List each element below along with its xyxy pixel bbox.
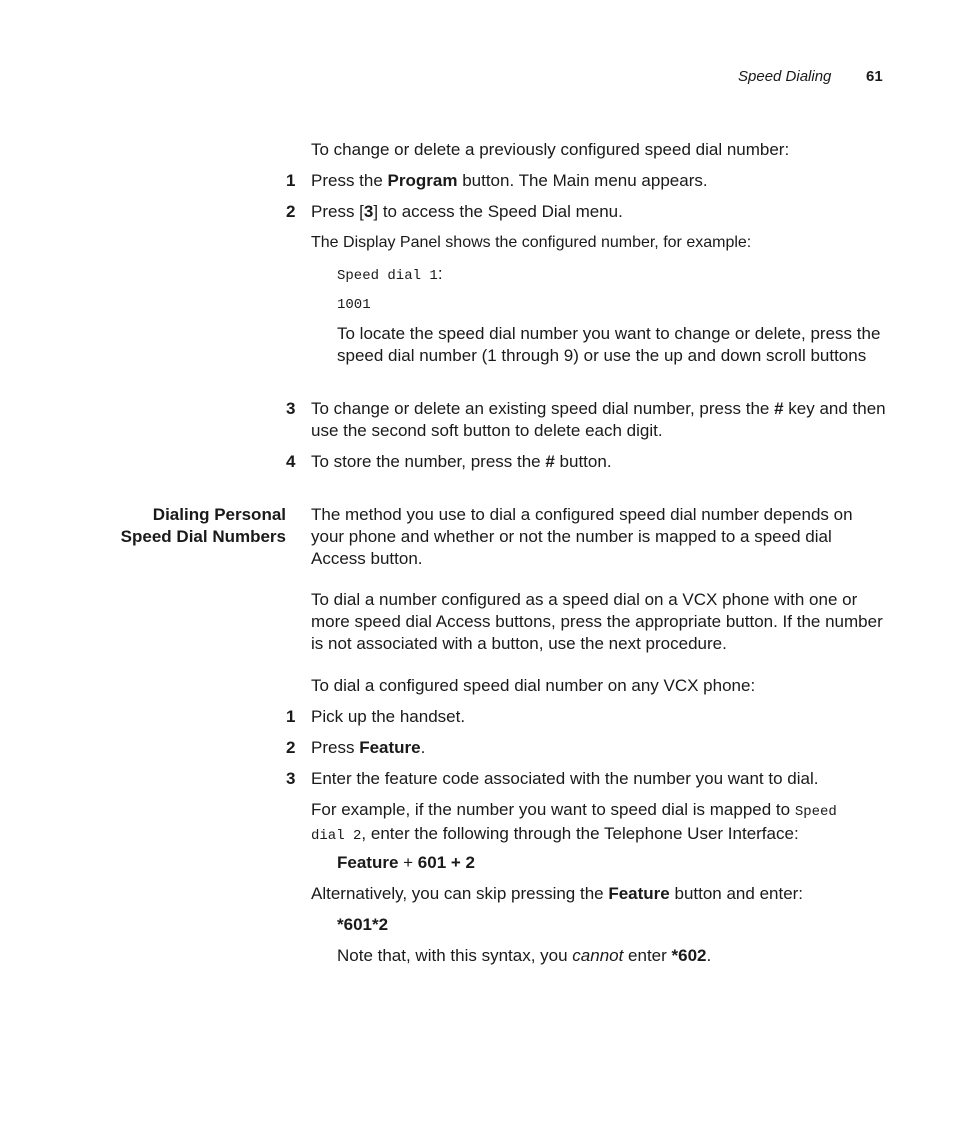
example-paragraph: For example, if the number you want to speed dial is mapped to Speed dial 2, enter the following through the Telephone User Interface:: [311, 800, 837, 844]
step-text: Pick up the handset.: [311, 707, 466, 726]
step-text: Enter the feature code associated with the number you want to dial.: [311, 769, 819, 788]
alternative-code: *601*2: [337, 915, 389, 934]
step-number: 2: [286, 202, 296, 221]
section-paragraph: To dial a configured speed dial number on any VCX phone:: [311, 676, 756, 695]
alternative-paragraph: Alternatively, you can skip pressing the Feature button and enter:: [311, 884, 804, 903]
step-number: 1: [286, 171, 296, 190]
display-note: The Display Panel shows the configured number, for example:: [311, 234, 752, 251]
section-paragraph: To dial a number configured as a speed dial on a VCX phone with one or more speed dial Access buttons, press the appropriate button. If the number is not associated with a button, use the next procedure.: [311, 590, 883, 653]
intro-paragraph: To change or delete a previously configured speed dial number:: [311, 140, 790, 159]
section-heading: Dialing Personal Speed Dial Numbers: [120, 505, 286, 546]
page-number: 61: [866, 68, 883, 85]
feature-sequence: Feature + 601 + 2: [337, 853, 475, 872]
step-number: 4: [286, 452, 296, 471]
step-number: 3: [286, 769, 296, 788]
step-number: 3: [286, 399, 296, 418]
display-example-line1: Speed dial 1:: [337, 264, 443, 284]
step-number: 1: [286, 707, 296, 726]
running-header-title: Speed Dialing: [738, 68, 832, 85]
locate-note: To locate the speed dial number you want to change or delete, press the speed dial number (1 through 9) or use the up and down scroll buttons: [337, 324, 881, 365]
step-text: Press the Program button. The Main menu appears.: [311, 171, 708, 190]
step-text: To change or delete an existing speed dial number, press the # key and then use the second soft button to delete each digit.: [311, 399, 886, 440]
step-text: Press [3] to access the Speed Dial menu.: [311, 202, 623, 221]
display-example-line2: 1001: [337, 297, 371, 313]
step-number: 2: [286, 738, 296, 757]
step-text: To store the number, press the # button.: [311, 452, 612, 471]
syntax-note: Note that, with this syntax, you cannot enter *602.: [337, 946, 712, 965]
step-text: Press Feature.: [311, 738, 426, 757]
section-paragraph: The method you use to dial a configured speed dial number depends on your phone and whether or not the number is mapped to a speed dial Access button.: [311, 505, 853, 568]
